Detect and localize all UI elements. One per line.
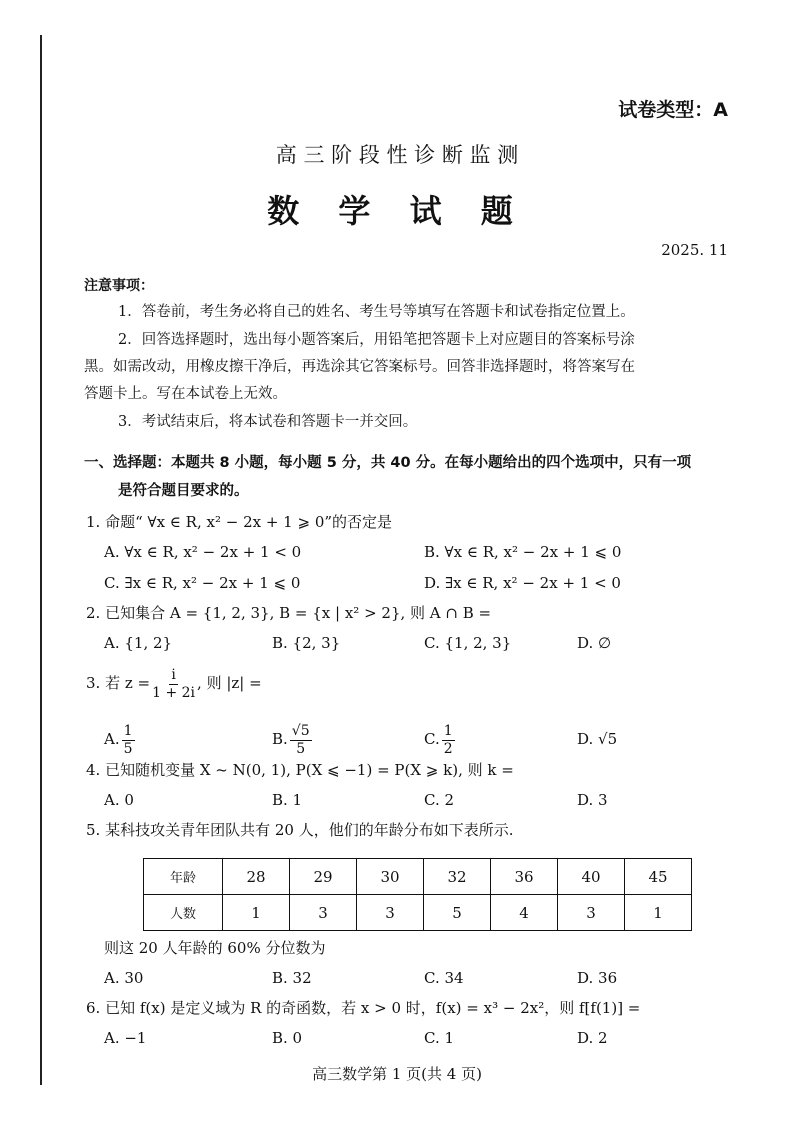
question-4-stem: 4. 已知随机变量 X ~ N(0, 1), P(X ⩽ −1) = P(X ⩾ k), 则 k =	[86, 761, 514, 779]
q2-option-d: D. ∅	[577, 634, 612, 652]
exam-date: 2025. 11	[661, 241, 728, 259]
notice-heading: 注意事项：	[84, 278, 154, 294]
row-header: 人数	[144, 895, 223, 931]
question-5-stem: 5. 某科技攻关青年团队共有 20 人，他们的年龄分布如下表所示.	[86, 821, 514, 839]
q3-prefix: 3. 若 z =	[86, 674, 151, 692]
q5-option-d: D. 36	[577, 969, 618, 987]
table-cell: 36	[491, 859, 558, 895]
paper-type: 试卷类型：A	[618, 99, 728, 121]
q1-option-d: D. ∃x ∈ R, x² − 2x + 1 < 0	[424, 574, 621, 592]
q2-option-b: B. {2, 3}	[272, 634, 341, 652]
section-heading: 一、选择题：本题共 8 小题，每小题 5 分，共 40 分。在每小题给出的四个选项中，只有一项	[84, 455, 692, 471]
table-cell: 3	[558, 895, 625, 931]
table-cell: 45	[625, 859, 692, 895]
q2-option-a: A. {1, 2}	[104, 634, 173, 652]
table-row	[144, 859, 692, 895]
table-cell: 1	[223, 895, 290, 931]
table-cell: 1	[625, 895, 692, 931]
q6-option-a: A. −1	[104, 1029, 147, 1047]
question-2-stem: 2. 已知集合 A = {1, 2, 3}, B = {x | x² > 2}, 则 A ∩ B =	[86, 604, 492, 622]
q3-numerator: i	[171, 666, 176, 683]
table-row	[144, 895, 692, 931]
exam-subtitle: 高 三 阶 段 性 诊 断 监 测	[275, 143, 519, 167]
question-5-followup: 则这 20 人年龄的 60% 分位数为	[104, 939, 326, 957]
table-cell: 3	[290, 895, 357, 931]
q4-option-a: A. 0	[104, 791, 134, 809]
q4-option-c: C. 2	[424, 791, 455, 809]
q3-denominator: 1 + 2i	[152, 684, 196, 701]
q2-option-c: C. {1, 2, 3}	[424, 634, 512, 652]
row-header: 年龄	[144, 859, 223, 895]
table-cell: 5	[424, 895, 491, 931]
q4-option-d: D. 3	[577, 791, 608, 809]
age-distribution-table	[143, 858, 692, 931]
notice-line: 黑。如需改动，用橡皮擦干净后，再选涂其它答案标号。回答非选择题时，将答案写在	[84, 359, 635, 375]
q5-option-a: A. 30	[104, 969, 144, 987]
question-3-stem	[86, 666, 262, 702]
q6-option-d: D. 2	[577, 1029, 608, 1047]
section-heading-cont: 是符合题目要求的。	[118, 483, 249, 499]
q6-option-c: C. 1	[424, 1029, 455, 1047]
q1-option-c: C. ∃x ∈ R, x² − 2x + 1 ⩽ 0	[104, 574, 301, 592]
table-cell: 40	[558, 859, 625, 895]
q6-option-b: B. 0	[272, 1029, 303, 1047]
q3-option-d: D. √5	[577, 730, 618, 748]
exam-title: 数 学 试 题	[267, 192, 527, 230]
q1-option-b: B. ∀x ∈ R, x² − 2x + 1 ⩽ 0	[424, 543, 622, 561]
table-cell: 3	[357, 895, 424, 931]
table-cell: 4	[491, 895, 558, 931]
q5-option-c: C. 34	[424, 969, 464, 987]
q4-option-b: B. 1	[272, 791, 303, 809]
q5-option-b: B. 32	[272, 969, 312, 987]
question-6-stem: 6. 已知 f(x) 是定义域为 R 的奇函数，若 x > 0 时，f(x) = x³ − 2x²，则 f[f(1)] =	[86, 999, 641, 1017]
page-footer: 高三数学第 1 页(共 4 页)	[312, 1065, 482, 1083]
q3-suffix: , 则 |z| =	[197, 674, 262, 692]
notice-line: 3．考试结束后，将本试卷和答题卡一并交回。	[118, 414, 418, 430]
q3-fraction	[152, 667, 195, 702]
q3-option-a: A. $\frac{1}{5}$	[104, 722, 133, 757]
notice-line: 答题卡上。写在本试卷上无效。	[84, 386, 287, 402]
table-cell: 29	[290, 859, 357, 895]
table-cell: 32	[424, 859, 491, 895]
table-cell: 30	[357, 859, 424, 895]
q1-option-a: A. ∀x ∈ R, x² − 2x + 1 < 0	[104, 543, 302, 561]
q3-option-c: C. $\frac{1}{2}$	[424, 722, 453, 757]
q3-option-b: B. $\frac{√5}{5}$	[272, 722, 310, 757]
question-1-stem: 1. 命题“ ∀x ∈ R, x² − 2x + 1 ⩾ 0”的否定是	[86, 513, 393, 531]
table-cell: 28	[223, 859, 290, 895]
notice-line: 2．回答选择题时，选出每小题答案后，用铅笔把答题卡上对应题目的答案标号涂	[118, 332, 635, 348]
notice-line: 1．答卷前，考生务必将自己的姓名、考生号等填写在答题卡和试卷指定位置上。	[118, 304, 635, 320]
